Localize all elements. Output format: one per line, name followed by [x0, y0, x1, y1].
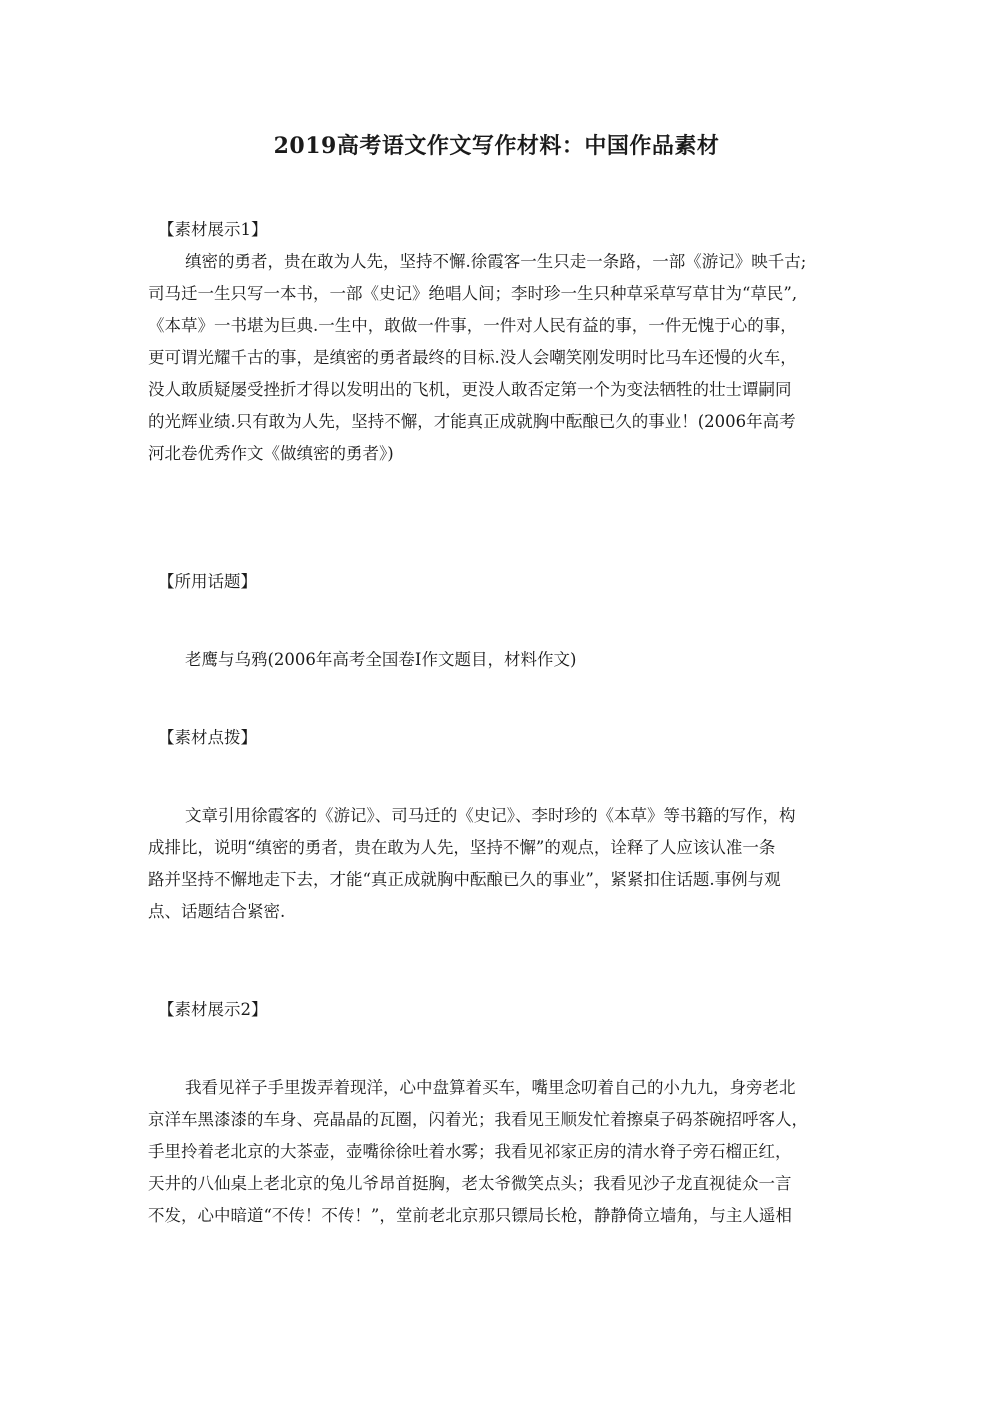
paragraph-line: 缜密的勇者，贵在敢为人先，坚持不懈.徐霞客一生只走一条路，一部《游记》映千古;	[185, 252, 807, 271]
section-material-1	[148, 214, 860, 470]
section-heading: 【素材展示1】	[158, 220, 268, 239]
paragraph-line: 《本草》一书堪为巨典.一生中，敢做一件事，一件对人民有益的事，一件无愧于心的事，	[148, 316, 797, 335]
topic-text-block	[148, 644, 860, 676]
paragraph-line: 的光辉业绩.只有敢为人先，坚持不懈，才能真正成就胸中酝酿已久的事业！(2006年高考	[148, 412, 796, 431]
paragraph-line: 天井的八仙桌上老北京的兔儿爷昂首挺胸，老太爷微笑点头；我看见沙子龙直视徒众一言	[148, 1174, 792, 1193]
paragraph-line: 不发，心中暗道“不传！不传！”，堂前老北京那只镖局长枪，静静倚立墙角，与主人遥相	[148, 1206, 792, 1225]
paragraph-line: 点、话题结合紧密.	[148, 902, 286, 921]
paragraph-line: 河北卷优秀作文《做缜密的勇者》)	[148, 444, 394, 463]
analysis-paragraph	[148, 800, 860, 928]
section-topic	[148, 566, 860, 598]
topic-text: 老鹰与乌鸦(2006年高考全国卷Ⅰ作文题目，材料作文)	[185, 650, 577, 669]
paragraph-line: 更可谓光耀千古的事，是缜密的勇者最终的目标.没人会嘲笑刚发明时比马车还慢的火车，	[148, 348, 797, 367]
material-2-paragraph	[148, 1072, 860, 1232]
paragraph-line: 文章引用徐霞客的《游记》、司马迁的《史记》、李时珍的《本草》等书籍的写作，构	[185, 806, 796, 825]
paragraph-line: 司马迁一生只写一本书，一部《史记》绝唱人间；李时珍一生只种草采草写草甘为“草民”,	[148, 284, 798, 303]
paragraph-line: 我看见祥子手里拨弄着现洋，心中盘算着买车，嘴里念叨着自己的小九九，身旁老北	[185, 1078, 796, 1097]
section-heading: 【所用话题】	[158, 572, 257, 591]
section-heading: 【素材点拨】	[158, 728, 257, 747]
paragraph-line: 路并坚持不懈地走下去，才能“真正成就胸中酝酿已久的事业”，紧紧扣住话题.事例与观	[148, 870, 781, 889]
section-heading: 【素材展示2】	[158, 1000, 268, 1019]
section-analysis	[148, 722, 860, 754]
page-title: 2019高考语文作文写作材料：中国作品素材	[273, 133, 720, 159]
paragraph-line: 没人敢质疑屡受挫折才得以发明出的飞机，更没人敢否定第一个为变法牺牲的壮士谭嗣同	[148, 380, 792, 399]
paragraph-line: 京洋车黑漆漆的车身、亮晶晶的瓦圈，闪着光；我看见王顺发忙着擦桌子码茶碗招呼客人，	[148, 1110, 808, 1129]
section-material-2	[148, 994, 860, 1026]
paragraph-line: 成排比，说明“缜密的勇者，贵在敢为人先，坚持不懈”的观点，诠释了人应该认准一条	[148, 838, 776, 857]
paragraph-line: 手里拎着老北京的大茶壶，壶嘴徐徐吐着水雾；我看见祁家正房的清水脊子旁石榴正红，	[148, 1142, 792, 1161]
